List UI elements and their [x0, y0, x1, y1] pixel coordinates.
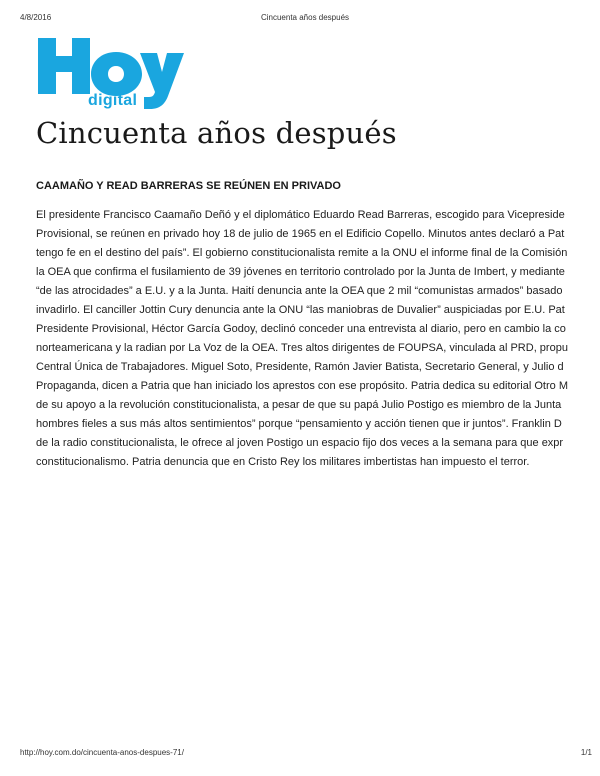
print-date: 4/8/2016 [20, 13, 52, 22]
article-line: “de las atrocidades” a E.U. y a la Junta. Haití denuncia ante la OEA que 2 mil “comunistas armados” basado [36, 285, 563, 297]
print-header [20, 13, 590, 25]
print-page-title: Cincuenta años después [260, 13, 350, 22]
article-line: la OEA que confirma el fusilamiento de 39 jóvenes en territorio controlado por la Junta de Imbert, y mediante [36, 266, 565, 278]
article-line: invadirlo. El canciller Jottin Cury denuncia ante la ONU “las maniobras de Duvalier” auspiciadas por E.U. Pat [36, 304, 565, 316]
logo-subtitle: digital [88, 92, 138, 109]
article-line: tengo fe en el destino del país”. El gobierno constitucionalista remite a la ONU el informe final de la Comisión [36, 247, 568, 259]
hoy-digital-logo[interactable] [36, 34, 176, 112]
page-url[interactable]: http://hoy.com.do/cincuenta-anos-despues-71/ [20, 748, 184, 757]
page-number: 1/1 [580, 748, 592, 757]
article-line: hombres fieles a sus más altos sentimientos” porque “pensamiento y acción tienen que ir juntos”. Franklin D [36, 418, 562, 430]
article-line: Presidente Provisional, Héctor García Godoy, declinó conceder una entrevista al diario, pero en cambio la co [36, 323, 566, 335]
article-subheading: CAAMAÑO Y READ BARRERAS SE REÚNEN EN PRIVADO [36, 180, 341, 192]
page-title: Cincuenta años después [36, 116, 397, 150]
print-footer [20, 748, 592, 760]
article-line: norteamericana y la radian por La Voz de la OEA. Tres altos dirigentes de FOUPSA, vinculada al PRD, propu [36, 342, 568, 354]
article-line: Provisional, se reúnen en privado hoy 18 de julio de 1965 en el Edificio Copello. Minutos antes declaró a Pat [36, 228, 565, 240]
article-line: de su apoyo a la revolución constitucionalista, a pesar de que su papá Julio Postigo es miembro de la Junta [36, 399, 562, 411]
article-line: El presidente Francisco Caamaño Deñó y el diplomático Eduardo Read Barreras, escogido para Vicepreside [36, 209, 565, 221]
article-line: constitucionalismo. Patria denuncia que en Cristo Rey los militares imbertistas han impuesto el terror. [36, 456, 530, 468]
article-line: Propaganda, dicen a Patria que han iniciado los aprestos con ese propósito. Patria dedica su editorial Otro M [36, 380, 568, 392]
article-body [36, 206, 582, 468]
article-line: de la radio constitucionalista, le ofrece al joven Postigo un espacio fijo dos veces a la semana para que expr [36, 437, 564, 449]
article-line: Central Única de Trabajadores. Miguel Soto, Presidente, Ramón Javier Batista, Secretario General, y Julio d [36, 361, 564, 373]
